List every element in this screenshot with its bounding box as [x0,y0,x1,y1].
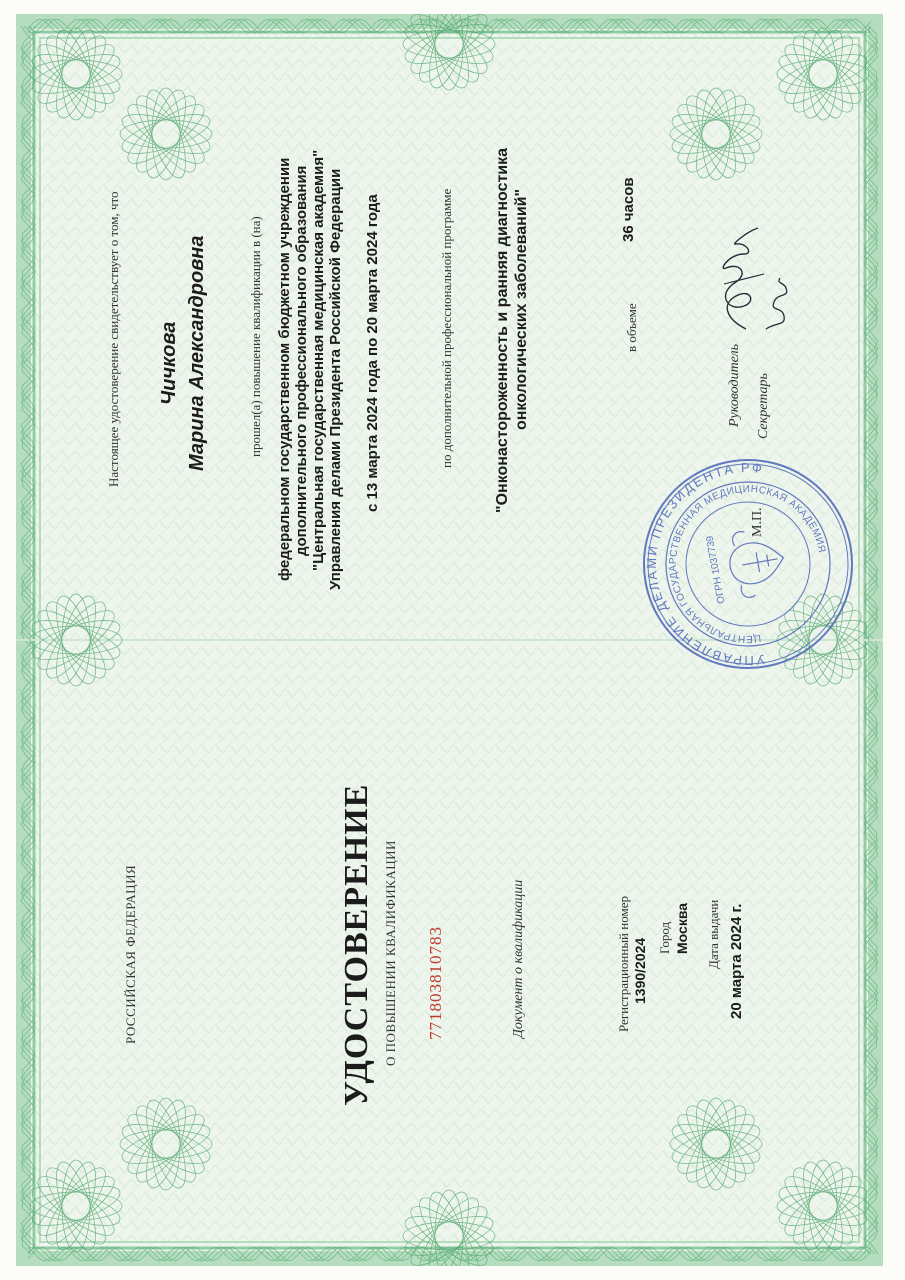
city-label: Город [657,921,672,954]
country-label: РОССИЙСКАЯ ФЕДЕРАЦИЯ [123,864,138,1044]
official-stamp [638,454,858,674]
issue-date-value: 20 марта 2024 г. [728,903,745,1019]
head-label: Руководитель [727,343,742,427]
certificate-subtitle: О ПОВЫШЕНИИ КВАЛИФИКАЦИИ [383,840,398,1066]
certificate-number: 771803810783 [426,926,445,1040]
institution-line-3: "Центральная государственная медицинская академия" [310,149,327,571]
institution-line-4: Управления делами Президента Российской Федерации [327,168,344,590]
program-label: по дополнительной профессиональной программе [439,188,454,468]
passed-text: прошел(а) повышение квалификации в (на) [248,216,263,457]
secretary-signature [756,274,806,334]
issue-date-label: Дата выдачи [706,899,721,969]
program-title-line-2: онкологических заболеваний" [513,188,530,430]
program-title-line-1: "Онконастороженность и ранняя диагностика [494,147,511,513]
registration-label: Регистрационный номер [616,896,631,1032]
institution-line-1: федеральном государственном бюджетном учреждении [276,157,293,581]
seal-place-label: М.П. [750,507,765,537]
institution-line-2: дополнительного профессионального образования [293,165,310,556]
registration-value: 1390/2024 [632,937,648,1004]
secretary-label: Секретарь [756,373,771,439]
certificate [16,14,883,1266]
holder-name: Марина Александровна [186,235,208,471]
intro-text: Настоящее удостоверение свидетельствует о том, что [106,191,121,487]
svg-text:УПРАВЛЕНИЕ ДЕЛАМИ ПРЕЗИДЕНТА Р: УПРАВЛЕНИЕ ДЕЛАМИ ПРЕЗИДЕНТА РФ [643,459,766,669]
volume-value: 36 часов [620,177,637,242]
holder-surname: Чичкова [158,321,180,405]
study-period: с 13 марта 2024 года по 20 марта 2024 года [364,194,381,512]
certificate-title: УДОСТОВЕРЕНИЕ [338,783,375,1106]
svg-text:ОГРН 1037739: ОГРН 1037739 [704,534,728,605]
document-type: Документ о квалификации [511,879,526,1038]
svg-text:ЦЕНТРАЛЬНАЯ ГОСУДАРСТВЕННАЯ МЕ: ЦЕНТРАЛЬНАЯ ГОСУДАРСТВЕННАЯ МЕДИЦИНСКАЯ АКАДЕМИЯ [667,483,828,645]
city-value: Москва [674,902,690,954]
volume-label: в объеме [624,303,639,352]
